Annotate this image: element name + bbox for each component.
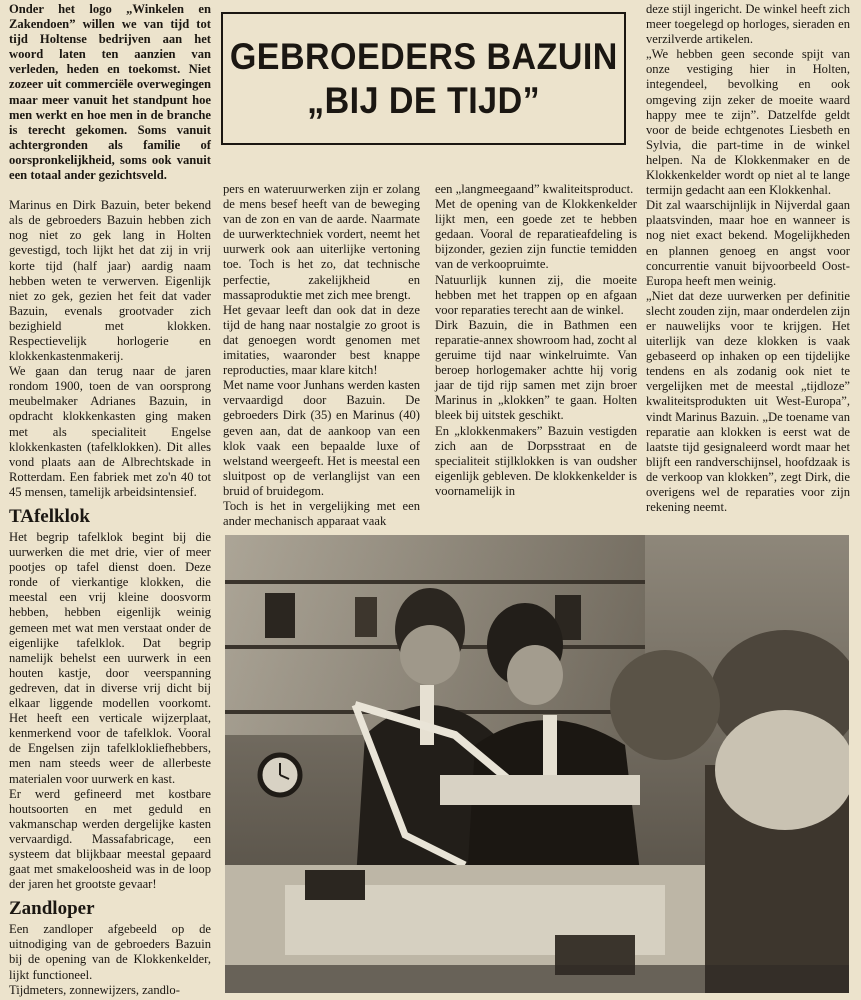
body-paragraph: Er werd gefineerd met kostbare houtsoorten en met geduld en vakmanschap werden dergelijke kasten vervaardigd. Massafabricage, een systeem dat blijkbaar meestal gepaard gaat met smakeloosheid was in de loop der jaren het grootste gevaar! [9, 786, 211, 892]
photo-illustration [225, 535, 849, 993]
body-paragraph: pers en wateruurwerken zijn er zolang de mens besef heeft van de beweging van de zon en van de aarde. Naarmate de uurwerktechniek vordert, neemt het uurwerk ook aan uiterlijke vertoning toe. Toch is het zo, dat technische perfectie, zakelijkheid en massaproduktie met zich mee brengt. [223, 182, 420, 302]
news-photo [225, 535, 849, 993]
body-paragraph: Een zandloper afgebeeld op de uitnodiging van de gebroeders Bazuin bij de opening van de Klokkenkelder, lijkt functioneel. [9, 922, 211, 982]
body-paragraph: „Niet dat deze uurwerken per definitie slecht zouden zijn, maar onderdelen zijn er nauwelijks voor te krijgen. Het uiterlijk van deze klokken is vaak gebaseerd op inhaken op een tijdelijke tendens en als zodanig ook niet te vergelijken met de meestal „tijdloze” kwaliteitsprodukten uit West-Europa”, vindt Marinus Bazuin. „De toename van reparatie aan klokken is eerst wat de laatste tijd gesignaleerd wordt maar het blijft een randverschijnsel, hoofdzaak is de verkoop van klokken”, zegt Dirk, die overigens wel de reparaties voor zijn rekening neemt. [646, 288, 850, 515]
body-paragraph: Toch is het in vergelijking met een ander mechanisch apparaat vaak [223, 498, 420, 529]
body-paragraph: Het gevaar leeft dan ook dat in deze tijd de hang naar nostalgie zo groot is dat genoegen wordt genomen met imitaties, waaronder best knappe reproducties, maar klare kitch! [223, 302, 420, 378]
body-paragraph: Het begrip tafelklok begint bij die uurwerken die met drie, vier of meer pootjes op tafel dienst doen. Deze ronde of vierkantige klokken, die meestal een vrij kleine doosvorm hebben, hebben eigenlijk weinig gemeen met wat men verstaat onder de eigenlijke tafelklok. Dat begrip namelijk behelst een uurwerk in een houten kastje, door veerspanning gedreven, dat in diverse vrij dicht bij elkaar liggende modellen voorkomt. Het heeft een verticale wijzerplaat, kenmerkend voor de tafelklok. Vooral de Engelsen zijn tafelklokliefhebbers, men nam steeds weer de allerbeste materialen voor uurwerk en kast. [9, 530, 211, 786]
body-paragraph: Natuurlijk kunnen zij, die moeite hebben met het trappen op en afgaan voor reparaties terecht aan de winkel. [435, 272, 637, 317]
body-paragraph: „We hebben geen seconde spijt van onze vestiging hier in Holten, integendeel, bevolking en ook omgeving zijn zeker de moeite waard happy mee te zijn”. Datzelfde geldt voor de beide echtgenotes Liesbeth en Sylvia, die part-time in de winkel helpen. Na de Klokkenmaker en de Klokkenkelder wordt op niet al te lange termijn gedacht aan een Klokkenhal. [646, 47, 850, 198]
column-4 [646, 2, 850, 515]
body-paragraph: Dirk Bazuin, die in Bathmen een reparatie-annex showroom had, zocht al geruime tijd naar winkelruimte. Van beroep horlogemaker achtte hij vorig jaar de tijd rijp samen met zijn broer Marinus in „klokken” te gaan. Holten bleek bij uitstek geschikt. [435, 317, 637, 423]
column-3 [435, 182, 637, 499]
body-paragraph: deze stijl ingericht. De winkel heeft zich meer toegelegd op horloges, sieraden en verzilverde artikelen. [646, 2, 850, 47]
column-2 [223, 182, 420, 529]
column-1 [9, 2, 211, 998]
body-paragraph: We gaan dan terug naar de jaren rondom 1900, toen de van oorsprong meubelmaker Adrianes Bazuin, in opdracht klokkenkasten ging maken met als specialiteit Engelse klokkenkasten (tafelklokken). Dit alles vond plaats aan de Albrechtskade in Rotterdam. Een fabriek met zo'n 40 tot 45 mensen, tamelijk arbeidsintensief. [9, 364, 211, 499]
body-paragraph: Dit zal waarschijnlijk in Nijverdal gaan plaatsvinden, maar hoe en wanneer is nog niet exact bekend. Mogelijkheden en plannen genoeg en angst voor concurrentie vanuit bijvoorbeeld Oost-Europa heeft men weinig. [646, 198, 850, 288]
body-paragraph: Met de opening van de Klokkenkelder lijkt men, een goede zet te hebben gedaan. Vooral de reparatieafdeling is bijzonder, gezien zijn functie temidden van de verkoopruimte. [435, 197, 637, 272]
body-paragraph: Tijdmeters, zonnewijzers, zandlo- [9, 982, 180, 997]
body-paragraph: En „klokkenmakers” Bazuin vestigden zich aan de Dorpsstraat en de specialiteit stijlklokken is van oudsher eigenlijk gebleven. De klokkenkelder is voornamelijk in [435, 423, 637, 498]
body-paragraph: Met name voor Junhans werden kasten vervaardigd door Bazuin. De gebroeders Dirk (35) en Marinus (40) geven aan, dat de aankoop van een klok vaak een bepaalde luxe of welstand weergeeft. Het is meestal een sluitpost op de verlanglijst van een bruid of bruidegom. [223, 378, 420, 498]
intro-paragraph: Onder het logo „Winkelen en Zakendoen” willen we van tijd tot tijd Holtense bedrijven aan het woord laten ten aanzien van verleden, heden en toekomst. Niet zozeer uit commerciële overwegingen maar meer vanuit het standpunt hoe men werkt en hoe men in de branche is terecht gekomen. Soms vanuit achtergronden als familie of oorspronkelijkheid, soms ook vanuit een totaal ander gezichtsveld. [9, 2, 211, 183]
headline-line-1: GEBROEDERS BAZUIN [229, 35, 618, 77]
body-paragraph: een „langmeegaand” kwaliteitsproduct. [435, 182, 634, 196]
subheading-tafelklok: TAfelklok [9, 506, 90, 527]
body-paragraph: Marinus en Dirk Bazuin, beter bekend als de gebroeders Bazuin hebben zich nog niet zo gek lang in Holten gevestigd, toch lijkt het dat zij in vrij korte tijd (half jaar) aardig naam hebben weten te verwerven. Eigenlijk niet zo gek, gezien het feit dat vader Bazuin, evenals grootvader zich bezighield met klokken. Respectievelijk horlogerie en klokkenkastenmakerij. [9, 198, 211, 364]
headline-line-2: „BIJ DE TIJD” [307, 79, 540, 121]
subheading-zandloper: Zandloper [9, 898, 95, 920]
headline-box [221, 12, 626, 145]
